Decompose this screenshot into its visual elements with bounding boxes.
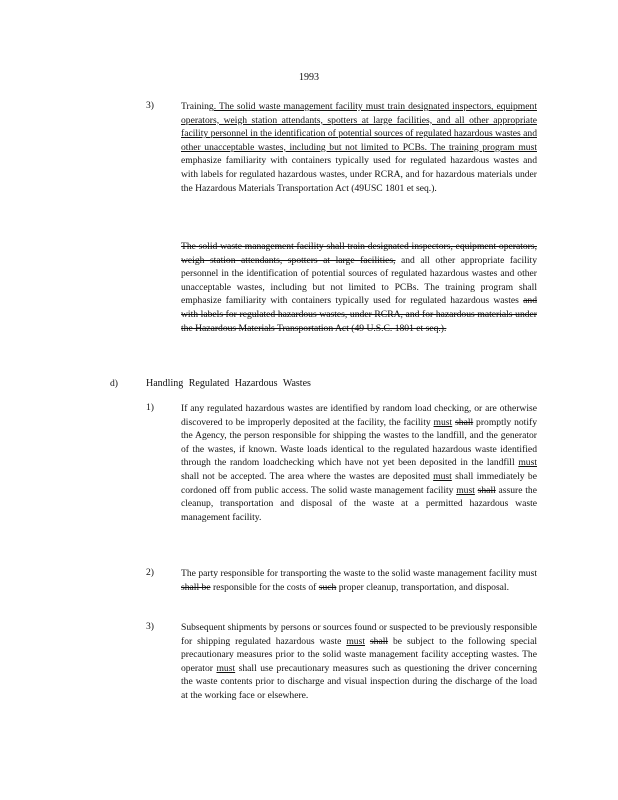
text-run: must: [216, 662, 236, 674]
item-number: 2): [146, 567, 154, 578]
text-run: Subsequent shipments by persons or sources found or suspected to be previously responsible for shipping regulated hazardous waste: [181, 622, 537, 647]
text-run: such: [318, 581, 337, 593]
handling-paragraph-1: [181, 402, 537, 524]
text-run: shall: [477, 484, 496, 496]
text-run: be subject to the following special precautionary measures prior to the solid waste management facility accepting wastes. The operator: [181, 635, 538, 674]
text-run: Training: [181, 101, 214, 112]
text-run: The solid waste management facility shall train designated inspectors, equipment operators, weigh station attendants, spotters at large facilities,: [181, 241, 537, 266]
text-run: must: [456, 484, 475, 496]
text-run: The party responsible for transporting the waste to the solid waste management facility must: [181, 568, 537, 579]
item-number: 1): [146, 402, 154, 413]
text-run: shall: [455, 416, 474, 428]
text-run: must: [433, 416, 453, 428]
text-run: and with labels for regulated hazardous wastes, under RCRA, and for hazardous materials under the Hazardous Materials Transportation Act (49 U.S.C. 1801 et seq.).: [181, 295, 537, 334]
section-letter: d): [110, 378, 118, 389]
text-run: must: [518, 457, 537, 469]
text-run: proper cleanup, transportation, and disposal.: [336, 581, 510, 593]
item-number: 3): [146, 621, 154, 632]
text-run: . The solid waste management facility must train designated inspectors, equipment operators, weigh station attendants, spotters at large facilities, and all other appropriate facility personnel in the identification of potential sources of regulated hazardous wastes and other unacceptable wastes, including but not limited to PCBs. The training program must: [181, 101, 537, 153]
text-run: shall immediately be cordoned off from public access. The solid waste management facility: [181, 470, 537, 496]
text-run: assure the cleanup, transportation and disposal of the waste at a permitted hazardous waste management facility.: [181, 484, 537, 523]
training-paragraph-deleted: [181, 240, 537, 335]
handling-paragraph-3: [181, 621, 537, 703]
text-run: and all other appropriate facility personnel in the identification of potential sources of regulated hazardous wastes and other unacceptable wastes, including but not limited to PCBs. The training program shall emphasize familiarity with containers typically used for regulated hazardous wastes: [181, 254, 537, 307]
text-run: must: [346, 635, 365, 647]
text-run: responsible for the costs of: [210, 581, 319, 593]
text-run: shall not be accepted. The area where the wastes are deposited: [181, 470, 434, 482]
handling-paragraph-2: [181, 567, 537, 594]
text-run: shall: [369, 635, 389, 647]
text-run: shall use precautionary measures such as questioning the driver concerning the waste contents prior to discharge and visual inspection during the discharge of the load at the working face or elsewhere.: [181, 662, 537, 701]
text-run: If any regulated hazardous wastes are identified by random load checking, or are otherwise discovered to be improperly deposited at the facility, the facility: [181, 403, 537, 428]
text-run: must: [433, 470, 452, 482]
page-number: 1993: [299, 72, 319, 83]
training-paragraph-amended: [181, 100, 537, 195]
item-number: 3): [146, 100, 154, 111]
text-run: promptly notify the Agency, the person responsible for shipping the wastes to the landfill, and the generator of the wastes, if known. Waste loads identical to the regulated hazardous waste identified through the random loadchecking which have not yet been deposited in the landfill: [181, 416, 537, 469]
text-run: emphasize familiarity with containers typically used for regulated hazardous wastes and with labels for regulated hazardous wastes, under RCRA, and for hazardous materials under the Hazardous Materials Transportation Act (49USC 1801 et seq.).: [181, 155, 537, 194]
section-heading: Handling Regulated Hazardous Wastes: [146, 378, 311, 389]
text-run: shall be: [181, 581, 211, 593]
